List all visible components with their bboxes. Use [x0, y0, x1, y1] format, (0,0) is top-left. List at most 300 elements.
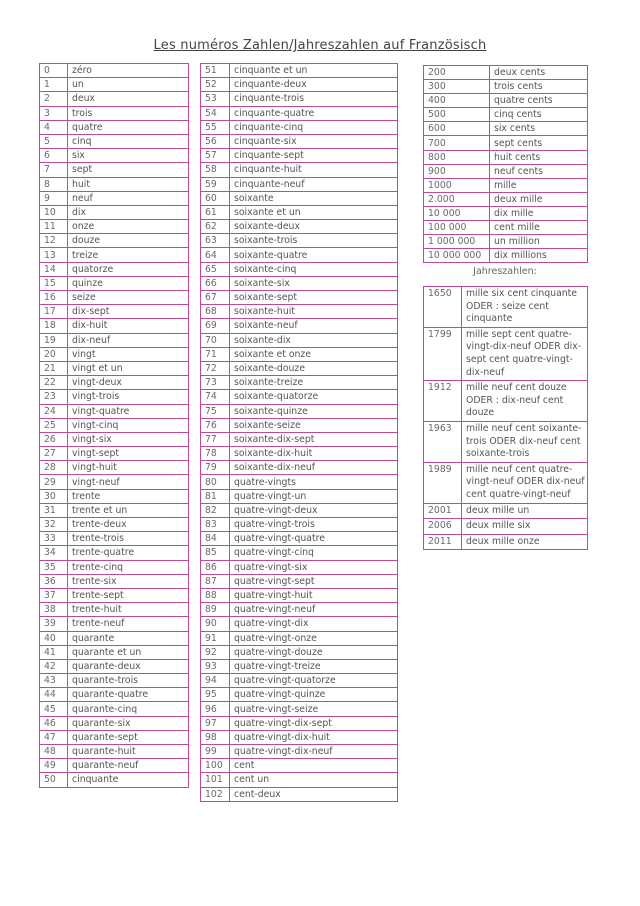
word-cell: quarante-trois — [68, 674, 189, 688]
number-cell: 81 — [201, 489, 230, 503]
table-row — [40, 560, 189, 574]
number-cell: 87 — [201, 574, 230, 588]
number-cell: 65 — [201, 262, 230, 276]
table-row — [40, 518, 189, 532]
number-cell: 98 — [201, 730, 230, 744]
word-cell: trente-sept — [68, 588, 189, 602]
word-cell: cinquante-trois — [230, 92, 398, 106]
number-cell: 200 — [424, 66, 490, 80]
number-cell: 39 — [40, 617, 68, 631]
word-cell: treize — [68, 248, 189, 262]
table-row — [201, 475, 398, 489]
table-row — [40, 333, 189, 347]
table-row — [40, 745, 189, 759]
word-cell: quatre-vingt-douze — [230, 645, 398, 659]
number-cell: 54 — [201, 106, 230, 120]
number-cell: 75 — [201, 404, 230, 418]
number-cell: 60 — [201, 191, 230, 205]
word-cell: cinquante-six — [230, 134, 398, 148]
table-row — [40, 134, 189, 148]
word-cell: quarante — [68, 631, 189, 645]
table-row — [40, 432, 189, 446]
table-row — [40, 716, 189, 730]
number-cell: 22 — [40, 376, 68, 390]
table-row — [424, 503, 588, 519]
word-cell: quatre-vingt-dix-huit — [230, 730, 398, 744]
number-cell: 12 — [40, 234, 68, 248]
word-cell: quatre-vingt-cinq — [230, 546, 398, 560]
word-cell: quatre-vingt-dix — [230, 617, 398, 631]
number-cell: 53 — [201, 92, 230, 106]
word-cell: dix — [68, 205, 189, 219]
word-cell: cinquante-cinq — [230, 120, 398, 134]
word-cell: trente-quatre — [68, 546, 189, 560]
table-row — [40, 447, 189, 461]
number-cell: 41 — [40, 645, 68, 659]
table-row — [424, 249, 588, 263]
word-cell: cent — [230, 759, 398, 773]
number-cell: 96 — [201, 702, 230, 716]
word-cell: soixante et un — [230, 205, 398, 219]
number-cell: 76 — [201, 418, 230, 432]
word-cell: quatre-vingt-quatre — [230, 532, 398, 546]
word-cell: soixante-douze — [230, 361, 398, 375]
word-cell: quatre-vingt-un — [230, 489, 398, 503]
word-cell: vingt-cinq — [68, 418, 189, 432]
word-cell: sept — [68, 163, 189, 177]
number-cell: 55 — [201, 120, 230, 134]
word-cell: cinquante-quatre — [230, 106, 398, 120]
number-cell: 43 — [40, 674, 68, 688]
word-cell: quatorze — [68, 262, 189, 276]
table-row — [424, 221, 588, 235]
table-row — [201, 574, 398, 588]
number-cell: 58 — [201, 163, 230, 177]
word-cell: dix-sept — [68, 305, 189, 319]
table-row — [201, 319, 398, 333]
table-row — [40, 120, 189, 134]
table-row — [201, 730, 398, 744]
table-row — [40, 248, 189, 262]
word-cell: mille neuf cent douze ODER : dix-neuf cent douze — [462, 381, 588, 422]
number-cell: 20 — [40, 347, 68, 361]
table-row — [201, 674, 398, 688]
table-row — [40, 418, 189, 432]
word-cell: cinquante-deux — [230, 78, 398, 92]
number-cell: 27 — [40, 447, 68, 461]
word-cell: quatre-vingt-quatorze — [230, 674, 398, 688]
numbers-table-51-102 — [200, 63, 398, 802]
number-cell: 88 — [201, 588, 230, 602]
table-row — [424, 287, 588, 328]
word-cell: vingt-six — [68, 432, 189, 446]
number-cell: 97 — [201, 716, 230, 730]
number-cell: 16 — [40, 291, 68, 305]
table-row — [40, 674, 189, 688]
table-row — [40, 177, 189, 191]
table-row — [424, 192, 588, 206]
number-cell: 2006 — [424, 519, 462, 535]
table-row — [40, 78, 189, 92]
table-row — [40, 588, 189, 602]
word-cell: quatre — [68, 120, 189, 134]
table-row — [201, 120, 398, 134]
table-row — [201, 276, 398, 290]
number-cell: 70 — [201, 333, 230, 347]
number-cell: 66 — [201, 276, 230, 290]
number-cell: 49 — [40, 759, 68, 773]
word-cell: neuf — [68, 191, 189, 205]
number-cell: 93 — [201, 659, 230, 673]
word-cell: quarante-cinq — [68, 702, 189, 716]
table-row — [201, 631, 398, 645]
table-row — [40, 276, 189, 290]
word-cell: dix-neuf — [68, 333, 189, 347]
word-cell: mille neuf cent quatre-vingt-neuf ODER dix-neuf cent quatre-vingt-neuf — [462, 462, 588, 503]
word-cell: sept cents — [490, 136, 588, 150]
number-cell: 25 — [40, 418, 68, 432]
number-cell: 102 — [201, 787, 230, 801]
table-row — [424, 421, 588, 462]
word-cell: trente-six — [68, 574, 189, 588]
table-row — [201, 773, 398, 787]
word-cell: cent un — [230, 773, 398, 787]
number-cell: 62 — [201, 220, 230, 234]
table-row — [201, 390, 398, 404]
table-row — [40, 659, 189, 673]
number-cell: 40 — [40, 631, 68, 645]
number-cell: 48 — [40, 745, 68, 759]
word-cell: neuf cents — [490, 164, 588, 178]
number-cell: 77 — [201, 432, 230, 446]
word-cell: quatre-vingt-neuf — [230, 603, 398, 617]
table-row — [40, 205, 189, 219]
word-cell: soixante-quinze — [230, 404, 398, 418]
table-row — [40, 688, 189, 702]
word-cell: vingt-neuf — [68, 475, 189, 489]
number-cell: 1989 — [424, 462, 462, 503]
word-cell: soixante-neuf — [230, 319, 398, 333]
table-row — [40, 631, 189, 645]
table-row — [201, 546, 398, 560]
table-row — [40, 702, 189, 716]
number-cell: 6 — [40, 149, 68, 163]
number-cell: 37 — [40, 588, 68, 602]
number-cell: 600 — [424, 122, 490, 136]
word-cell: cent-deux — [230, 787, 398, 801]
number-cell: 86 — [201, 560, 230, 574]
table-row — [40, 220, 189, 234]
number-cell: 14 — [40, 262, 68, 276]
word-cell: un — [68, 78, 189, 92]
number-cell: 8 — [40, 177, 68, 191]
number-cell: 92 — [201, 645, 230, 659]
table-row — [201, 248, 398, 262]
number-cell: 400 — [424, 94, 490, 108]
word-cell: cinquante-sept — [230, 149, 398, 163]
number-cell: 101 — [201, 773, 230, 787]
number-cell: 57 — [201, 149, 230, 163]
number-cell: 1799 — [424, 327, 462, 380]
number-cell: 90 — [201, 617, 230, 631]
word-cell: trois — [68, 106, 189, 120]
number-cell: 50 — [40, 773, 68, 787]
number-cell: 1 — [40, 78, 68, 92]
number-cell: 99 — [201, 745, 230, 759]
word-cell: cinquante — [68, 773, 189, 787]
table-row — [201, 418, 398, 432]
word-cell: soixante et onze — [230, 347, 398, 361]
word-cell: trente-cinq — [68, 560, 189, 574]
years-label: Jahreszahlen: — [473, 266, 537, 277]
word-cell: soixante-treize — [230, 376, 398, 390]
number-cell: 80 — [201, 475, 230, 489]
number-cell: 36 — [40, 574, 68, 588]
table-row — [201, 64, 398, 78]
word-cell: quatre-vingt-deux — [230, 503, 398, 517]
table-row — [40, 361, 189, 375]
table-row — [40, 759, 189, 773]
word-cell: deux — [68, 92, 189, 106]
table-row — [201, 376, 398, 390]
table-row — [201, 106, 398, 120]
word-cell: trente-huit — [68, 603, 189, 617]
number-cell: 85 — [201, 546, 230, 560]
number-cell: 1912 — [424, 381, 462, 422]
number-cell: 42 — [40, 659, 68, 673]
number-cell: 300 — [424, 80, 490, 94]
word-cell: quarante et un — [68, 645, 189, 659]
number-cell: 9 — [40, 191, 68, 205]
word-cell: soixante-cinq — [230, 262, 398, 276]
word-cell: quatre-vingt-treize — [230, 659, 398, 673]
word-cell: huit cents — [490, 150, 588, 164]
word-cell: deux mille un — [462, 503, 588, 519]
word-cell: soixante-quatre — [230, 248, 398, 262]
number-cell: 3 — [40, 106, 68, 120]
number-cell: 28 — [40, 461, 68, 475]
number-cell: 35 — [40, 560, 68, 574]
table-row — [201, 78, 398, 92]
table-row — [201, 447, 398, 461]
number-cell: 13 — [40, 248, 68, 262]
numbers-table-0-50 — [39, 63, 189, 788]
word-cell: vingt — [68, 347, 189, 361]
number-cell: 5 — [40, 134, 68, 148]
table-row — [40, 64, 189, 78]
number-cell: 2001 — [424, 503, 462, 519]
number-cell: 23 — [40, 390, 68, 404]
word-cell: soixante-dix-huit — [230, 447, 398, 461]
word-cell: quatre-vingt-dix-sept — [230, 716, 398, 730]
table-row — [201, 347, 398, 361]
word-cell: trente et un — [68, 503, 189, 517]
table-row — [201, 503, 398, 517]
table-row — [201, 518, 398, 532]
table-row — [40, 191, 189, 205]
number-cell: 68 — [201, 305, 230, 319]
word-cell: vingt-deux — [68, 376, 189, 390]
table-row — [40, 92, 189, 106]
word-cell: soixante-trois — [230, 234, 398, 248]
word-cell: zéro — [68, 64, 189, 78]
number-cell: 38 — [40, 603, 68, 617]
word-cell: quarante-huit — [68, 745, 189, 759]
table-row — [40, 503, 189, 517]
number-cell: 31 — [40, 503, 68, 517]
table-row — [201, 659, 398, 673]
number-cell: 56 — [201, 134, 230, 148]
word-cell: deux mille six — [462, 519, 588, 535]
table-row — [40, 149, 189, 163]
word-cell: vingt-sept — [68, 447, 189, 461]
number-cell: 2011 — [424, 534, 462, 550]
table-row — [40, 163, 189, 177]
word-cell: quarante-deux — [68, 659, 189, 673]
number-cell: 46 — [40, 716, 68, 730]
number-cell: 0 — [40, 64, 68, 78]
table-row — [424, 164, 588, 178]
page-title: Les numéros Zahlen/Jahreszahlen auf Französisch — [153, 38, 487, 53]
number-cell: 26 — [40, 432, 68, 446]
number-cell: 91 — [201, 631, 230, 645]
table-row — [424, 80, 588, 94]
number-cell: 61 — [201, 205, 230, 219]
table-row — [40, 291, 189, 305]
number-cell: 4 — [40, 120, 68, 134]
table-row — [201, 134, 398, 148]
table-row — [40, 305, 189, 319]
table-row — [40, 106, 189, 120]
word-cell: vingt-trois — [68, 390, 189, 404]
table-row — [201, 702, 398, 716]
word-cell: quatre-vingts — [230, 475, 398, 489]
number-cell: 73 — [201, 376, 230, 390]
word-cell: cinquante-neuf — [230, 177, 398, 191]
word-cell: trois cents — [490, 80, 588, 94]
word-cell: dix mille — [490, 206, 588, 220]
number-cell: 47 — [40, 730, 68, 744]
table-row — [201, 461, 398, 475]
number-cell: 83 — [201, 518, 230, 532]
table-row — [424, 94, 588, 108]
table-row — [424, 206, 588, 220]
word-cell: cinquante-huit — [230, 163, 398, 177]
word-cell: deux cents — [490, 66, 588, 80]
number-cell: 44 — [40, 688, 68, 702]
word-cell: vingt et un — [68, 361, 189, 375]
word-cell: douze — [68, 234, 189, 248]
years-table — [423, 286, 588, 550]
word-cell: deux mille onze — [462, 534, 588, 550]
table-row — [424, 235, 588, 249]
number-cell: 19 — [40, 333, 68, 347]
table-row — [424, 122, 588, 136]
number-cell: 82 — [201, 503, 230, 517]
word-cell: soixante-dix-sept — [230, 432, 398, 446]
word-cell: trente — [68, 489, 189, 503]
number-cell: 500 — [424, 108, 490, 122]
table-row — [201, 787, 398, 801]
table-row — [40, 489, 189, 503]
table-row — [424, 534, 588, 550]
number-cell: 71 — [201, 347, 230, 361]
table-row — [201, 149, 398, 163]
number-cell: 24 — [40, 404, 68, 418]
word-cell: soixante — [230, 191, 398, 205]
table-row — [201, 617, 398, 631]
word-cell: quinze — [68, 276, 189, 290]
number-cell: 59 — [201, 177, 230, 191]
word-cell: soixante-dix — [230, 333, 398, 347]
table-row — [201, 92, 398, 106]
word-cell: quatre-vingt-seize — [230, 702, 398, 716]
number-cell: 2 — [40, 92, 68, 106]
number-cell: 74 — [201, 390, 230, 404]
word-cell: soixante-deux — [230, 220, 398, 234]
table-row — [201, 716, 398, 730]
table-row — [40, 461, 189, 475]
number-cell: 72 — [201, 361, 230, 375]
table-row — [201, 333, 398, 347]
table-row — [201, 291, 398, 305]
word-cell: soixante-huit — [230, 305, 398, 319]
word-cell: deux mille — [490, 192, 588, 206]
table-row — [201, 432, 398, 446]
number-cell: 45 — [40, 702, 68, 716]
table-row — [201, 234, 398, 248]
numbers-table-hundreds — [423, 65, 588, 263]
table-row — [40, 773, 189, 787]
number-cell: 89 — [201, 603, 230, 617]
number-cell: 51 — [201, 64, 230, 78]
table-row — [40, 390, 189, 404]
number-cell: 10 — [40, 205, 68, 219]
word-cell: mille — [490, 178, 588, 192]
table-row — [40, 234, 189, 248]
table-row — [201, 603, 398, 617]
word-cell: trente-neuf — [68, 617, 189, 631]
number-cell: 10 000 — [424, 206, 490, 220]
word-cell: six cents — [490, 122, 588, 136]
number-cell: 1000 — [424, 178, 490, 192]
word-cell: quarante-sept — [68, 730, 189, 744]
number-cell: 800 — [424, 150, 490, 164]
word-cell: quarante-quatre — [68, 688, 189, 702]
word-cell: quatre-vingt-six — [230, 560, 398, 574]
number-cell: 30 — [40, 489, 68, 503]
table-row — [40, 376, 189, 390]
number-cell: 32 — [40, 518, 68, 532]
number-cell: 29 — [40, 475, 68, 489]
table-row — [40, 645, 189, 659]
number-cell: 18 — [40, 319, 68, 333]
table-row — [201, 560, 398, 574]
word-cell: mille six cent cinquante ODER : seize cent cinquante — [462, 287, 588, 328]
number-cell: 1650 — [424, 287, 462, 328]
number-cell: 95 — [201, 688, 230, 702]
table-row — [40, 617, 189, 631]
word-cell: soixante-seize — [230, 418, 398, 432]
word-cell: dix-huit — [68, 319, 189, 333]
word-cell: quarante-neuf — [68, 759, 189, 773]
word-cell: quatre-vingt-quinze — [230, 688, 398, 702]
word-cell: cinq cents — [490, 108, 588, 122]
number-cell: 64 — [201, 248, 230, 262]
number-cell: 1963 — [424, 421, 462, 462]
number-cell: 52 — [201, 78, 230, 92]
word-cell: quatre-vingt-sept — [230, 574, 398, 588]
